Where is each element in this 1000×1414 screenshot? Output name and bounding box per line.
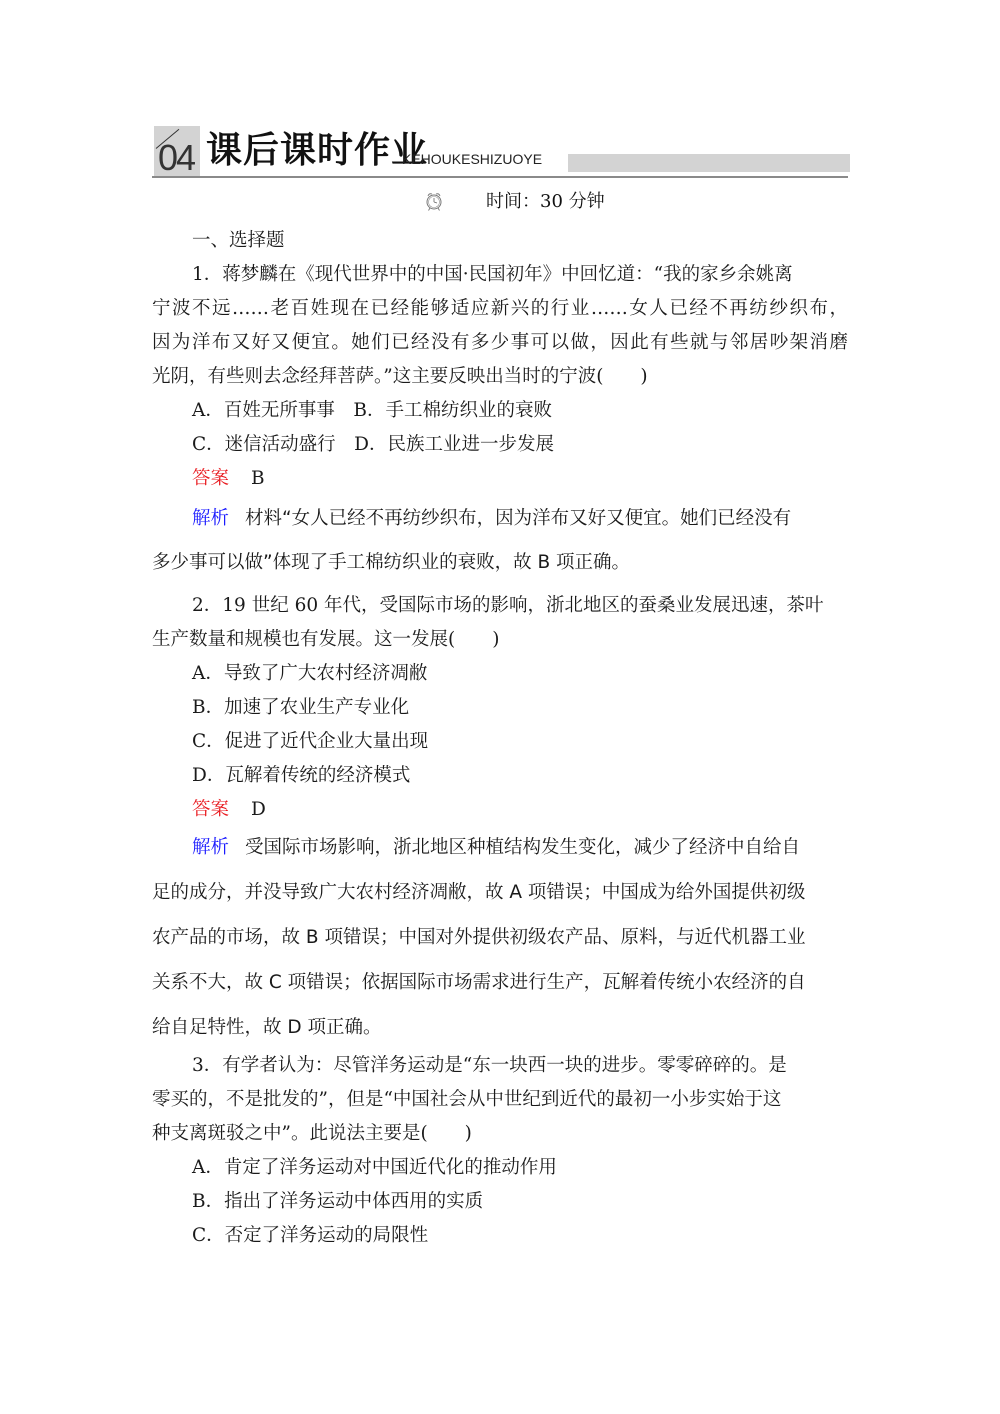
answer-row (192, 467, 848, 491)
question-stem-line: 1．蒋梦麟在《现代世界中的中国·民国初年》中回忆道：“我的家乡余姚离 (192, 264, 793, 285)
question-stem-line: 生产数量和规模也有发展。这一发展( ) (152, 629, 500, 650)
analysis-label: 解析 (192, 837, 230, 858)
option-line: C．促进了近代企业大量出现 (192, 731, 429, 752)
answer-label: 答案 (192, 468, 230, 489)
section-header (152, 122, 848, 178)
analysis-text-line: 多少事可以做”体现了手工棉纺织业的衰败，故 B 项正确。 (152, 552, 631, 573)
analysis-text-line: 足的成分，并没导致广大农村经济凋敝，故 A 项错误；中国成为给外国提供初级 (152, 882, 806, 903)
option-line: D．瓦解着传统的经济模式 (192, 765, 411, 786)
question-stem-line: 零买的，不是批发的”，但是“中国社会从中世纪到近代的最初一小步实始于这 (152, 1089, 782, 1110)
answer-label: 答案 (192, 799, 230, 820)
section-number-box (154, 126, 200, 176)
time-limit (152, 188, 848, 218)
question-stem-line: 2．19 世纪 60 年代，受国际市场的影响，浙北地区的蚕桑业发展迅速，茶叶 (192, 595, 824, 616)
header-gray-bar (568, 154, 850, 172)
analysis-text-line: 给自足特性，故 D 项正确。 (152, 1017, 382, 1038)
analysis-label: 解析 (192, 508, 230, 529)
analysis-row (192, 836, 848, 860)
option-line: B．加速了农业生产专业化 (192, 697, 410, 718)
analysis-text-line: 农产品的市场，故 B 项错误；中国对外提供初级农产品、原料，与近代机器工业 (152, 927, 806, 948)
option-line: B．指出了洋务运动中体西用的实质 (192, 1191, 484, 1212)
section-heading: 一、选择题 (192, 230, 285, 251)
answer-value: B (251, 468, 265, 489)
option-line: A．肯定了洋务运动对中国近代化的推动作用 (192, 1157, 557, 1178)
question-stem-line: 光阴，有些则去念经拜菩萨。”这主要反映出当时的宁波( ) (152, 366, 648, 387)
analysis-text: 材料“女人已经不再纺纱织布，因为洋布又好又便宜。她们已经没有 (245, 508, 792, 529)
section-title-pinyin: KEHOUKESHIZUOYE (402, 151, 543, 167)
header-rule (152, 176, 848, 178)
question-stem-line: 宁波不远……老百姓现在已经能够适应新兴的行业……女人已经不再纺纱织布， (152, 298, 848, 319)
question-stem-line: 因为洋布又好又便宜。她们已经没有多少事可以做，因此有些就与邻居吵架消磨 (152, 332, 848, 353)
option-line: C．否定了洋务运动的局限性 (192, 1225, 429, 1246)
option-line: A．导致了广大农村经济凋敝 (192, 663, 428, 684)
answer-row (192, 798, 848, 822)
analysis-text-line: 关系不大，故 C 项错误；依据国际市场需求进行生产，瓦解着传统小农经济的自 (152, 972, 806, 993)
alarm-clock-icon (424, 190, 444, 212)
analysis-row (192, 507, 848, 531)
question-stem-line: 种支离斑驳之中”。此说法主要是( ) (152, 1123, 472, 1144)
answer-value: D (251, 799, 266, 820)
option-line: C．迷信活动盛行 D．民族工业进一步发展 (192, 434, 554, 455)
question-stem-line: 3．有学者认为：尽管洋务运动是“东一块西一块的进步。零零碎碎的。是 (192, 1055, 787, 1076)
section-title: 课后课时作业 (206, 129, 429, 171)
section-number: 04 (158, 137, 195, 176)
option-line: A．百姓无所事事 B．手工棉纺织业的衰败 (192, 400, 552, 421)
analysis-text: 受国际市场影响，浙北地区种植结构发生变化，减少了经济中自给自 (245, 837, 801, 858)
time-limit-text: 时间：30 分钟 (486, 191, 605, 212)
